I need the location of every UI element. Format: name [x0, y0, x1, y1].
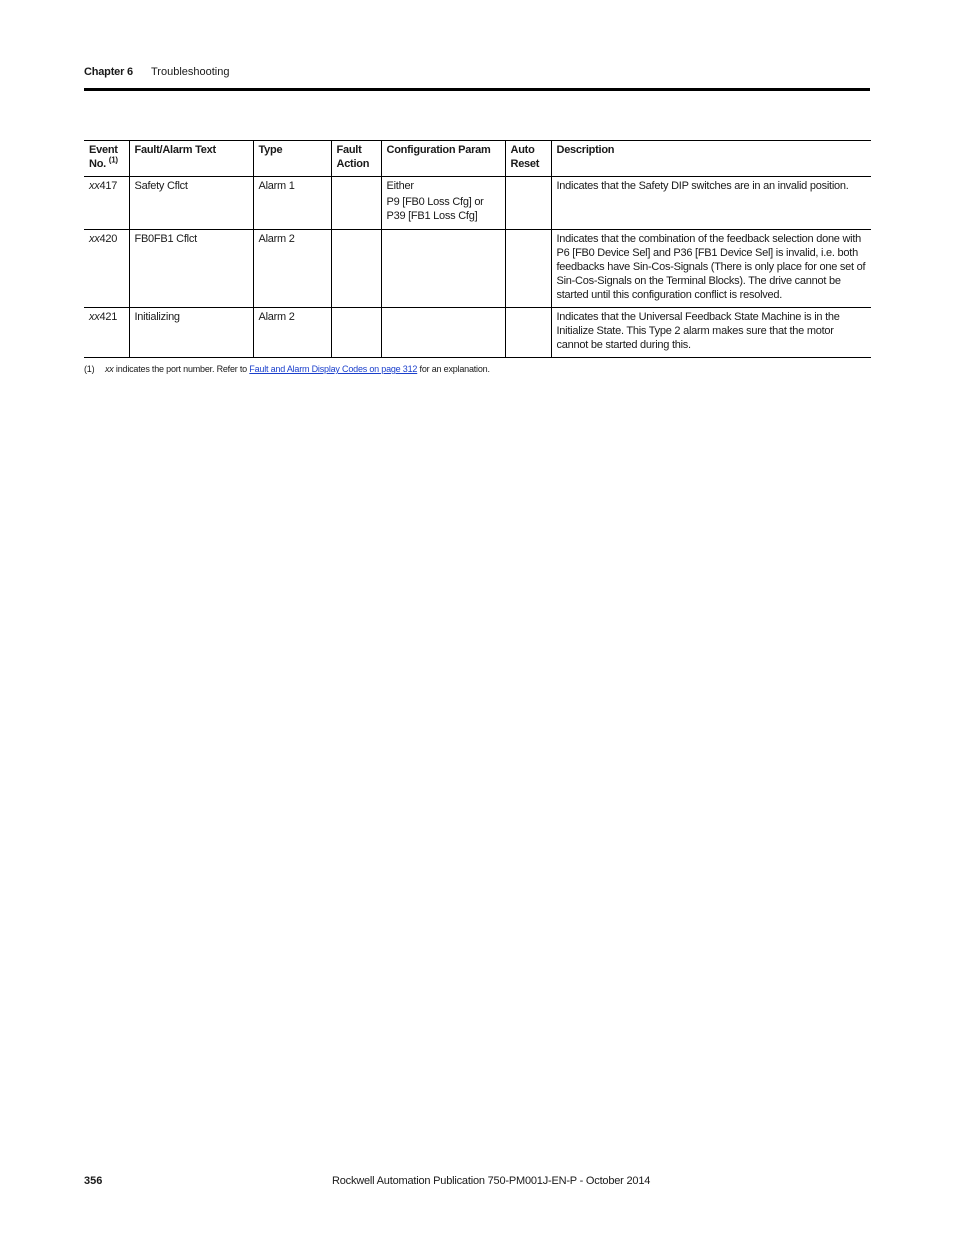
- fault-action: [331, 308, 381, 358]
- configuration-param: [381, 230, 505, 308]
- col-fault-alarm-text: Fault/Alarm Text: [129, 141, 253, 177]
- page-number: 356: [84, 1175, 103, 1187]
- event-number: xx421: [89, 311, 118, 323]
- col-event-no: Event No. $^{(1)}$: [89, 144, 118, 170]
- auto-reset: [505, 177, 551, 230]
- footnote-text: indicates the port number. Refer to: [113, 364, 250, 374]
- description: Indicates that the combination of the feedback selection done with P6 [FB0 Device Sel] and P36 [FB1 Device Sel] is invalid, i.e. both feedbacks have Sin-Cos-Signals (There is only place for one set of Sin-Cos-Signals on the Terminal Blocks). The drive cannot be started until this configuration conflict is resolved.: [551, 230, 871, 308]
- footnote-ref: (1): [108, 155, 118, 165]
- fault-text: Safety Cflct: [129, 177, 253, 230]
- publication-info: Rockwell Automation Publication 750-PM001J-EN-P - October 2014: [332, 1175, 651, 1187]
- description: Indicates that the Safety DIP switches are in an invalid position.: [551, 177, 871, 230]
- fault-action: [331, 230, 381, 308]
- auto-reset: [505, 308, 551, 358]
- description: Indicates that the Universal Feedback State Machine is in the Initialize State. This Type 2 alarm makes sure that the motor cannot be started during this.: [551, 308, 871, 358]
- fault-type: Alarm 2: [253, 230, 331, 308]
- col-configuration-param: Configuration Param: [381, 141, 505, 177]
- col-description: Description: [551, 141, 871, 177]
- page-reference-link[interactable]: Fault and Alarm Display Codes on page 312: [249, 364, 418, 374]
- fault-type: Alarm 2: [253, 308, 331, 358]
- chapter-label: Chapter 6: [84, 66, 133, 78]
- footnote-prefix: xx: [105, 364, 114, 374]
- fault-type: Alarm 1: [253, 177, 331, 230]
- configuration-param: Either P9 [FB0 Loss Cfg] or P39 [FB1 Loss Cfg]: [381, 177, 505, 230]
- auto-reset: [505, 230, 551, 308]
- col-fault-action: Fault Action: [331, 141, 381, 177]
- page-header: [84, 66, 870, 78]
- table-row: [84, 308, 871, 358]
- configuration-param: [381, 308, 505, 358]
- col-type: Type: [253, 141, 331, 177]
- event-number: xx420: [89, 233, 118, 245]
- fault-alarm-table: [84, 140, 871, 358]
- fault-action: [331, 177, 381, 230]
- header-rule: [84, 88, 870, 91]
- col-auto-reset: Auto Reset: [505, 141, 551, 177]
- fault-text: FB0FB1 Cflct: [129, 230, 253, 308]
- footnote-text-end: for an explanation.: [417, 364, 490, 374]
- fault-text: Initializing: [129, 308, 253, 358]
- table-footnote: [84, 364, 490, 374]
- section-title: Troubleshooting: [151, 66, 230, 78]
- table-header-row: [84, 141, 871, 177]
- table-row: [84, 177, 871, 230]
- event-number: xx417: [89, 180, 118, 192]
- footnote-number: (1): [84, 364, 95, 374]
- table-row: [84, 230, 871, 308]
